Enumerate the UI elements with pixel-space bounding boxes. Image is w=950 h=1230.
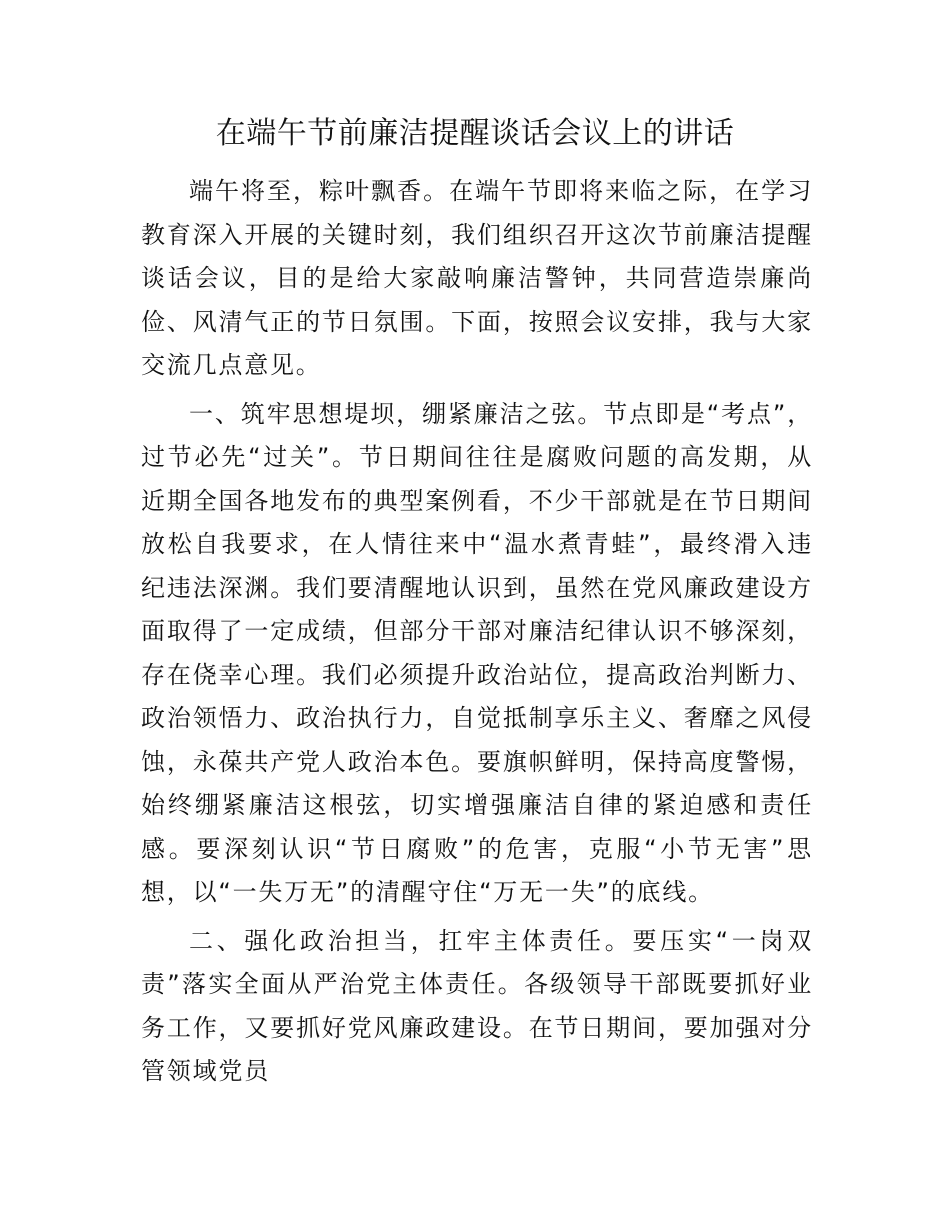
paragraph-section-two: 二、强化政治担当，扛牢主体责任。要压实“一岗双责”落实全面从严治党主体责任。各级领导干部既要抓好业务工作，又要抓好党风廉政建设。在节日期间，要加强对分管领域党员 [141, 926, 813, 1085]
paragraph-section-one: 一、筑牢思想堤坝，绷紧廉洁之弦。节点即是“考点”，过节必先“过关”。节日期间往往是腐败问题的高发期，从近期全国各地发布的典型案例看，不少干部就是在节日期间放松自我要求，在人情往来中“温水煮青蛙”，最终滑入违纪违法深渊。我们要清醒地认识到，虽然在党风廉政建设方面取得了一定成绩，但部分干部对廉洁纪律认识不够深刻，存在侥幸心理。我们必须提升政治站位，提高政治判断力、政治领悟力、政治执行力，自觉抵制享乐主义、奢靡之风侵蚀，永葆共产党人政治本色。要旗帜鲜明，保持高度警惕，始终绷紧廉洁这根弦，切实增强廉洁自律的紧迫感和责任感。要深刻认识“节日腐败”的危害，克服“小节无害”思想，以“一失万无”的清醒守住“万无一失”的底线。 [141, 399, 813, 906]
document-title: 在端午节前廉洁提醒谈话会议上的讲话 [215, 116, 735, 151]
document-body [141, 170, 813, 1099]
paragraph-intro: 端午将至，粽叶飘香。在端午节即将来临之际，在学习教育深入开展的关键时刻，我们组织召开这次节前廉洁提醒谈话会议，目的是给大家敲响廉洁警钟，共同营造崇廉尚俭、风清气正的节日氛围。下面，按照会议安排，我与大家交流几点意见。 [141, 177, 813, 379]
